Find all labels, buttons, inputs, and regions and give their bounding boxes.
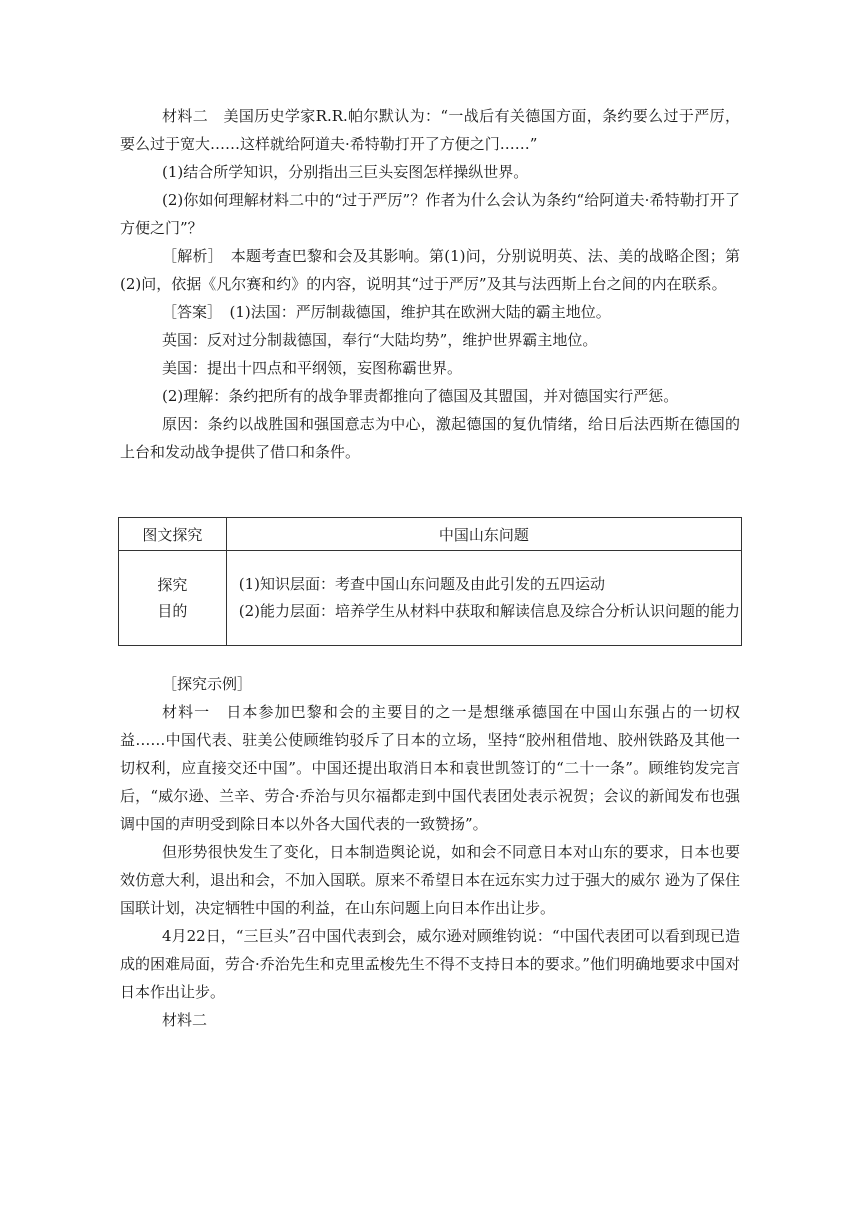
answer-britain: 英国：反对过分制裁德国，奉行“大陆均势”，维护世界霸主地位。 xyxy=(162,331,598,349)
answer-reason: 原因：条约以战胜国和强国意志为中心，激起德国的复仇情绪，给日后法西斯在德国的上台和发动战争提供了借口和条件。 xyxy=(120,415,740,461)
example-heading: ［探究示例］ xyxy=(162,675,253,693)
purpose-item-ability: (2)能力层面：培养学生从材料中获取和解读信息及综合分析认识问题的能力 xyxy=(238,602,740,620)
purpose-label-line-2: 目的 xyxy=(157,602,188,620)
situation-change-paragraph: 但形势很快发生了变化，日本制造舆论说，如和会不同意日本对山东的要求，日本也要效仿意大利，退出和会，不加入国联。原来不希望日本在远东实力过于强大的威尔 逊为了保住国联计划，决定牺牲中国的利益，在山东问题上向日本作出让步。 xyxy=(120,843,740,917)
table-header-left: 图文探究 xyxy=(119,518,227,551)
table-header-row xyxy=(119,518,742,551)
material-two-label: 材料二 xyxy=(162,1011,208,1029)
answer-usa: 美国：提出十四点和平纲领，妄图称霸世界。 xyxy=(162,359,463,377)
april-22-paragraph: 4月22日，“三巨头”召中国代表到会，威尔逊对顾维钧说：“中国代表团可以看到现已造成的困难局面，劳合·乔治先生和克里孟梭先生不得不支持日本的要求。”他们明确地要求中国对日本作出让步。 xyxy=(120,927,740,1001)
analysis-paragraph: ［解析］ 本题考查巴黎和会及其影响。第(1)问，分别说明英、法、美的战略企图；第(2)问，依据《凡尔赛和约》的内容，说明其“过于严厉”及其与法西斯上台之间的内在联系。 xyxy=(120,247,740,293)
table-purpose-row xyxy=(119,551,742,646)
purpose-label-line-1: 探究 xyxy=(157,576,188,594)
paragraph-material-two: 材料二 美国历史学家R.R.帕尔默认为：“一战后有关德国方面，条约要么过于严厉，要么过于宽大……这样就给阿道夫·希特勒打开了方便之门……” xyxy=(120,107,740,153)
purpose-content-cell xyxy=(226,551,741,646)
question-2: (2)你如何理解材料二中的“过于严厉”？作者为什么会认为条约“给阿道夫·希特勒打开了方便之门”？ xyxy=(120,191,740,237)
question-1: (1)结合所学知识，分别指出三巨头妄图怎样操纵世界。 xyxy=(162,163,529,181)
purpose-label-cell xyxy=(119,551,227,646)
material-one-paragraph: 材料一 日本参加巴黎和会的主要目的之一是想继承德国在中国山东强占的一切权益……中国代表、驻美公使顾维钧驳斥了日本的立场，坚持“胶州租借地、胶州铁路及其他一切权利，应直接交还中国”。中国还提出取消日本和袁世凯签订的“二十一条”。顾维钧发完言后，“威尔逊、兰辛、劳合·乔治与贝尔福都走到中国代表团处表示祝贺；会议的新闻发布也强调中国的声明受到除日本以外各大国代表的一致赞扬”。 xyxy=(120,703,740,833)
answer-understanding: (2)理解：条约把所有的战争罪责都推向了德国及其盟国，并对德国实行严惩。 xyxy=(162,387,679,405)
answer-france: ［答案］ (1)法国：严厉制裁德国，维护其在欧洲大陆的霸主地位。 xyxy=(162,303,611,321)
purpose-item-knowledge: (1)知识层面：考查中国山东问题及由此引发的五四运动 xyxy=(238,575,605,593)
table-header-right: 中国山东问题 xyxy=(226,518,741,551)
inquiry-table xyxy=(118,517,742,646)
